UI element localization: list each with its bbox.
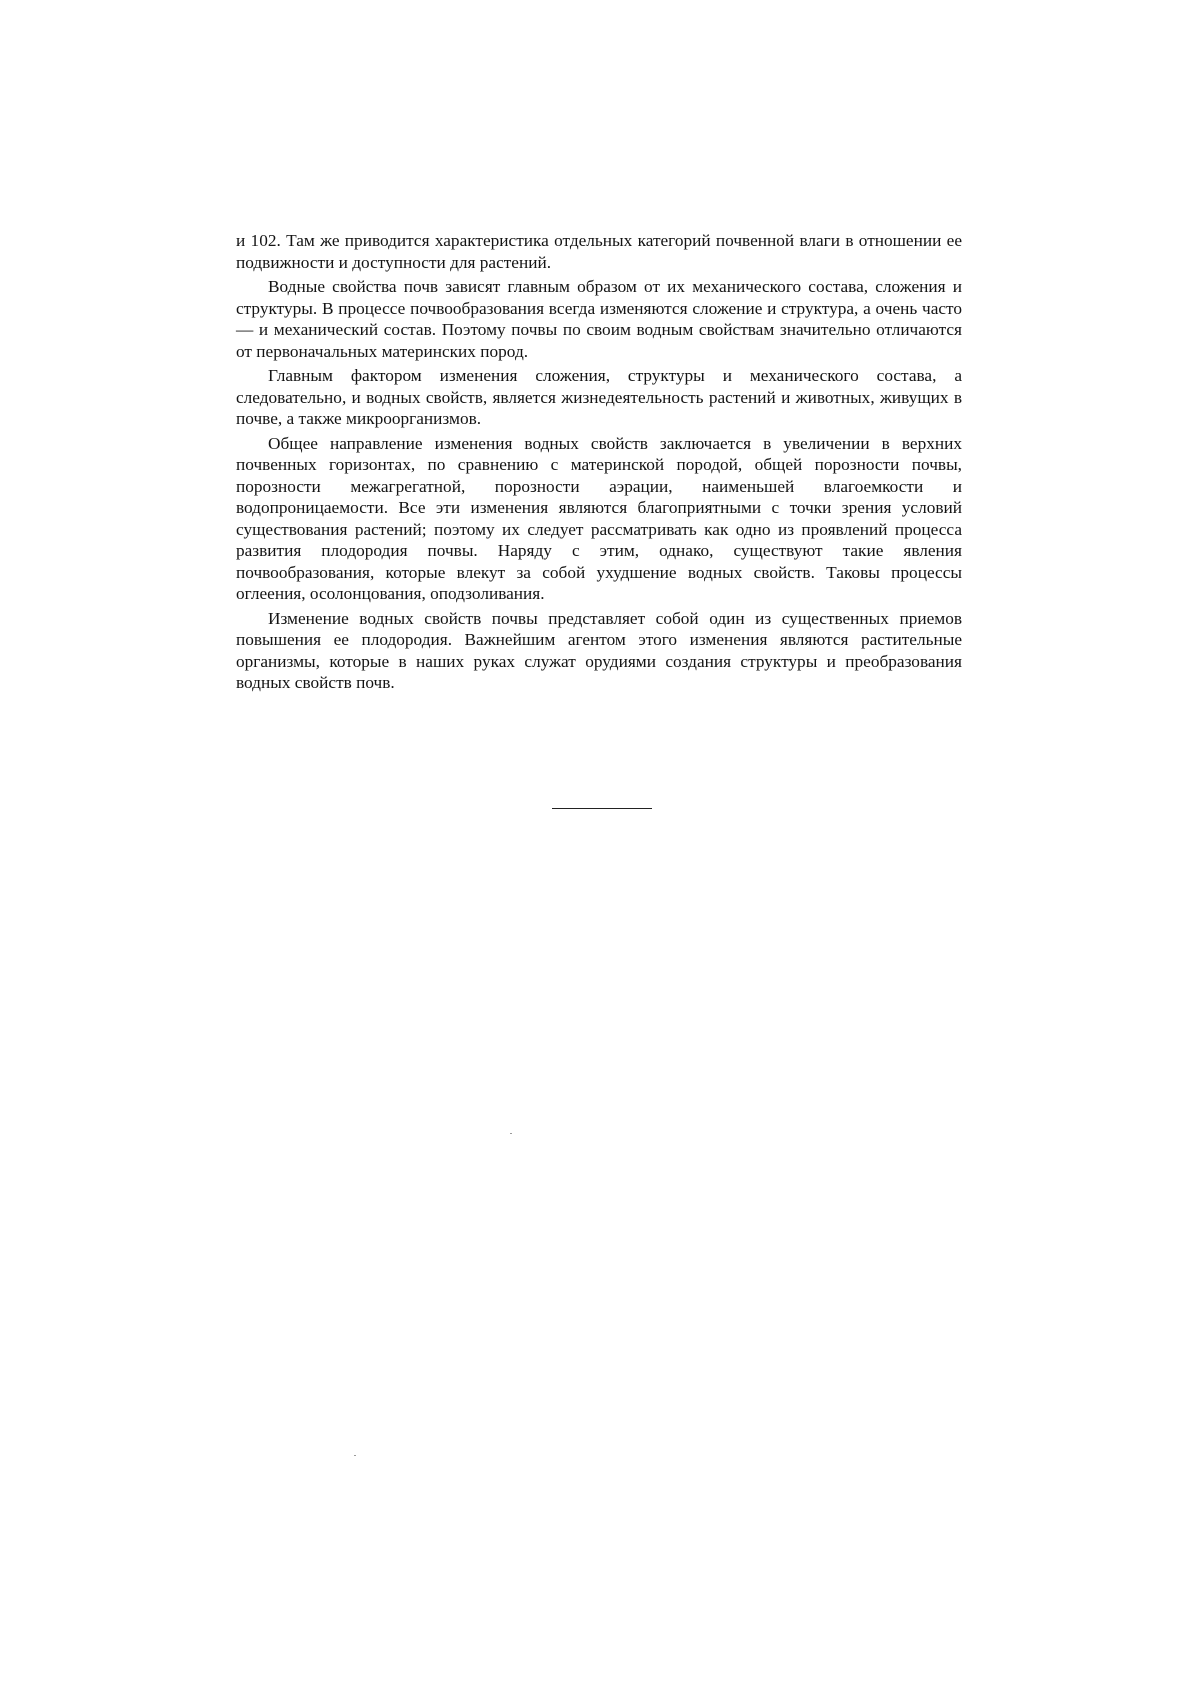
scan-speck [354,1455,356,1456]
paragraph-continuation: и 102. Там же приводится характеристика отдельных категорий почвенной влаги в отношении ее подвижности и доступности для растений. [236,231,962,272]
paragraph: Общее направление изменения водных свойств заключается в увеличении в верхних почвенных горизонтах, по сравнению с материнской породой, общей порозности почвы, порозности межагрегатной, порозности аэрации, наименьшей влагоемкости и водопроницаемости. Все эти изменения являются благоприятными с точки зрения условий существования растений; поэтому их следует рассматривать как одно из проявлений процесса развития плодородия почвы. Наряду с этим, однако, существуют такие явления почвообразования, которые влекут за собой ухудшение водных свойств. Таковы процессы оглеения, осолонцования, оподзоливания. [236,433,962,603]
body-text [236,230,962,697]
paragraph: Изменение водных свойств почвы представляет собой один из существенных приемов повышения ее плодородия. Важнейшим агентом этого изменения являются растительные организмы, которые в наших руках служат орудиями создания структуры и преобразования водных свойств почв. [236,608,962,692]
paragraph: Водные свойства почв зависят главным образом от их механического состава, сложения и структуры. В процессе почвообразования всегда изменяются сложение и структура, а очень часто — и механический состав. Поэтому почвы по своим водным свойствам значительно отличаются от первоначальных материнских пород. [236,277,962,361]
section-end-rule [552,808,652,809]
paragraph: Главным фактором изменения сложения, структуры и механического состава, а следовательно, и водных свойств, является жизнедеятельность растений и животных, живущих в почве, а также микроорганизмов. [236,366,962,428]
scan-speck [510,1133,512,1134]
